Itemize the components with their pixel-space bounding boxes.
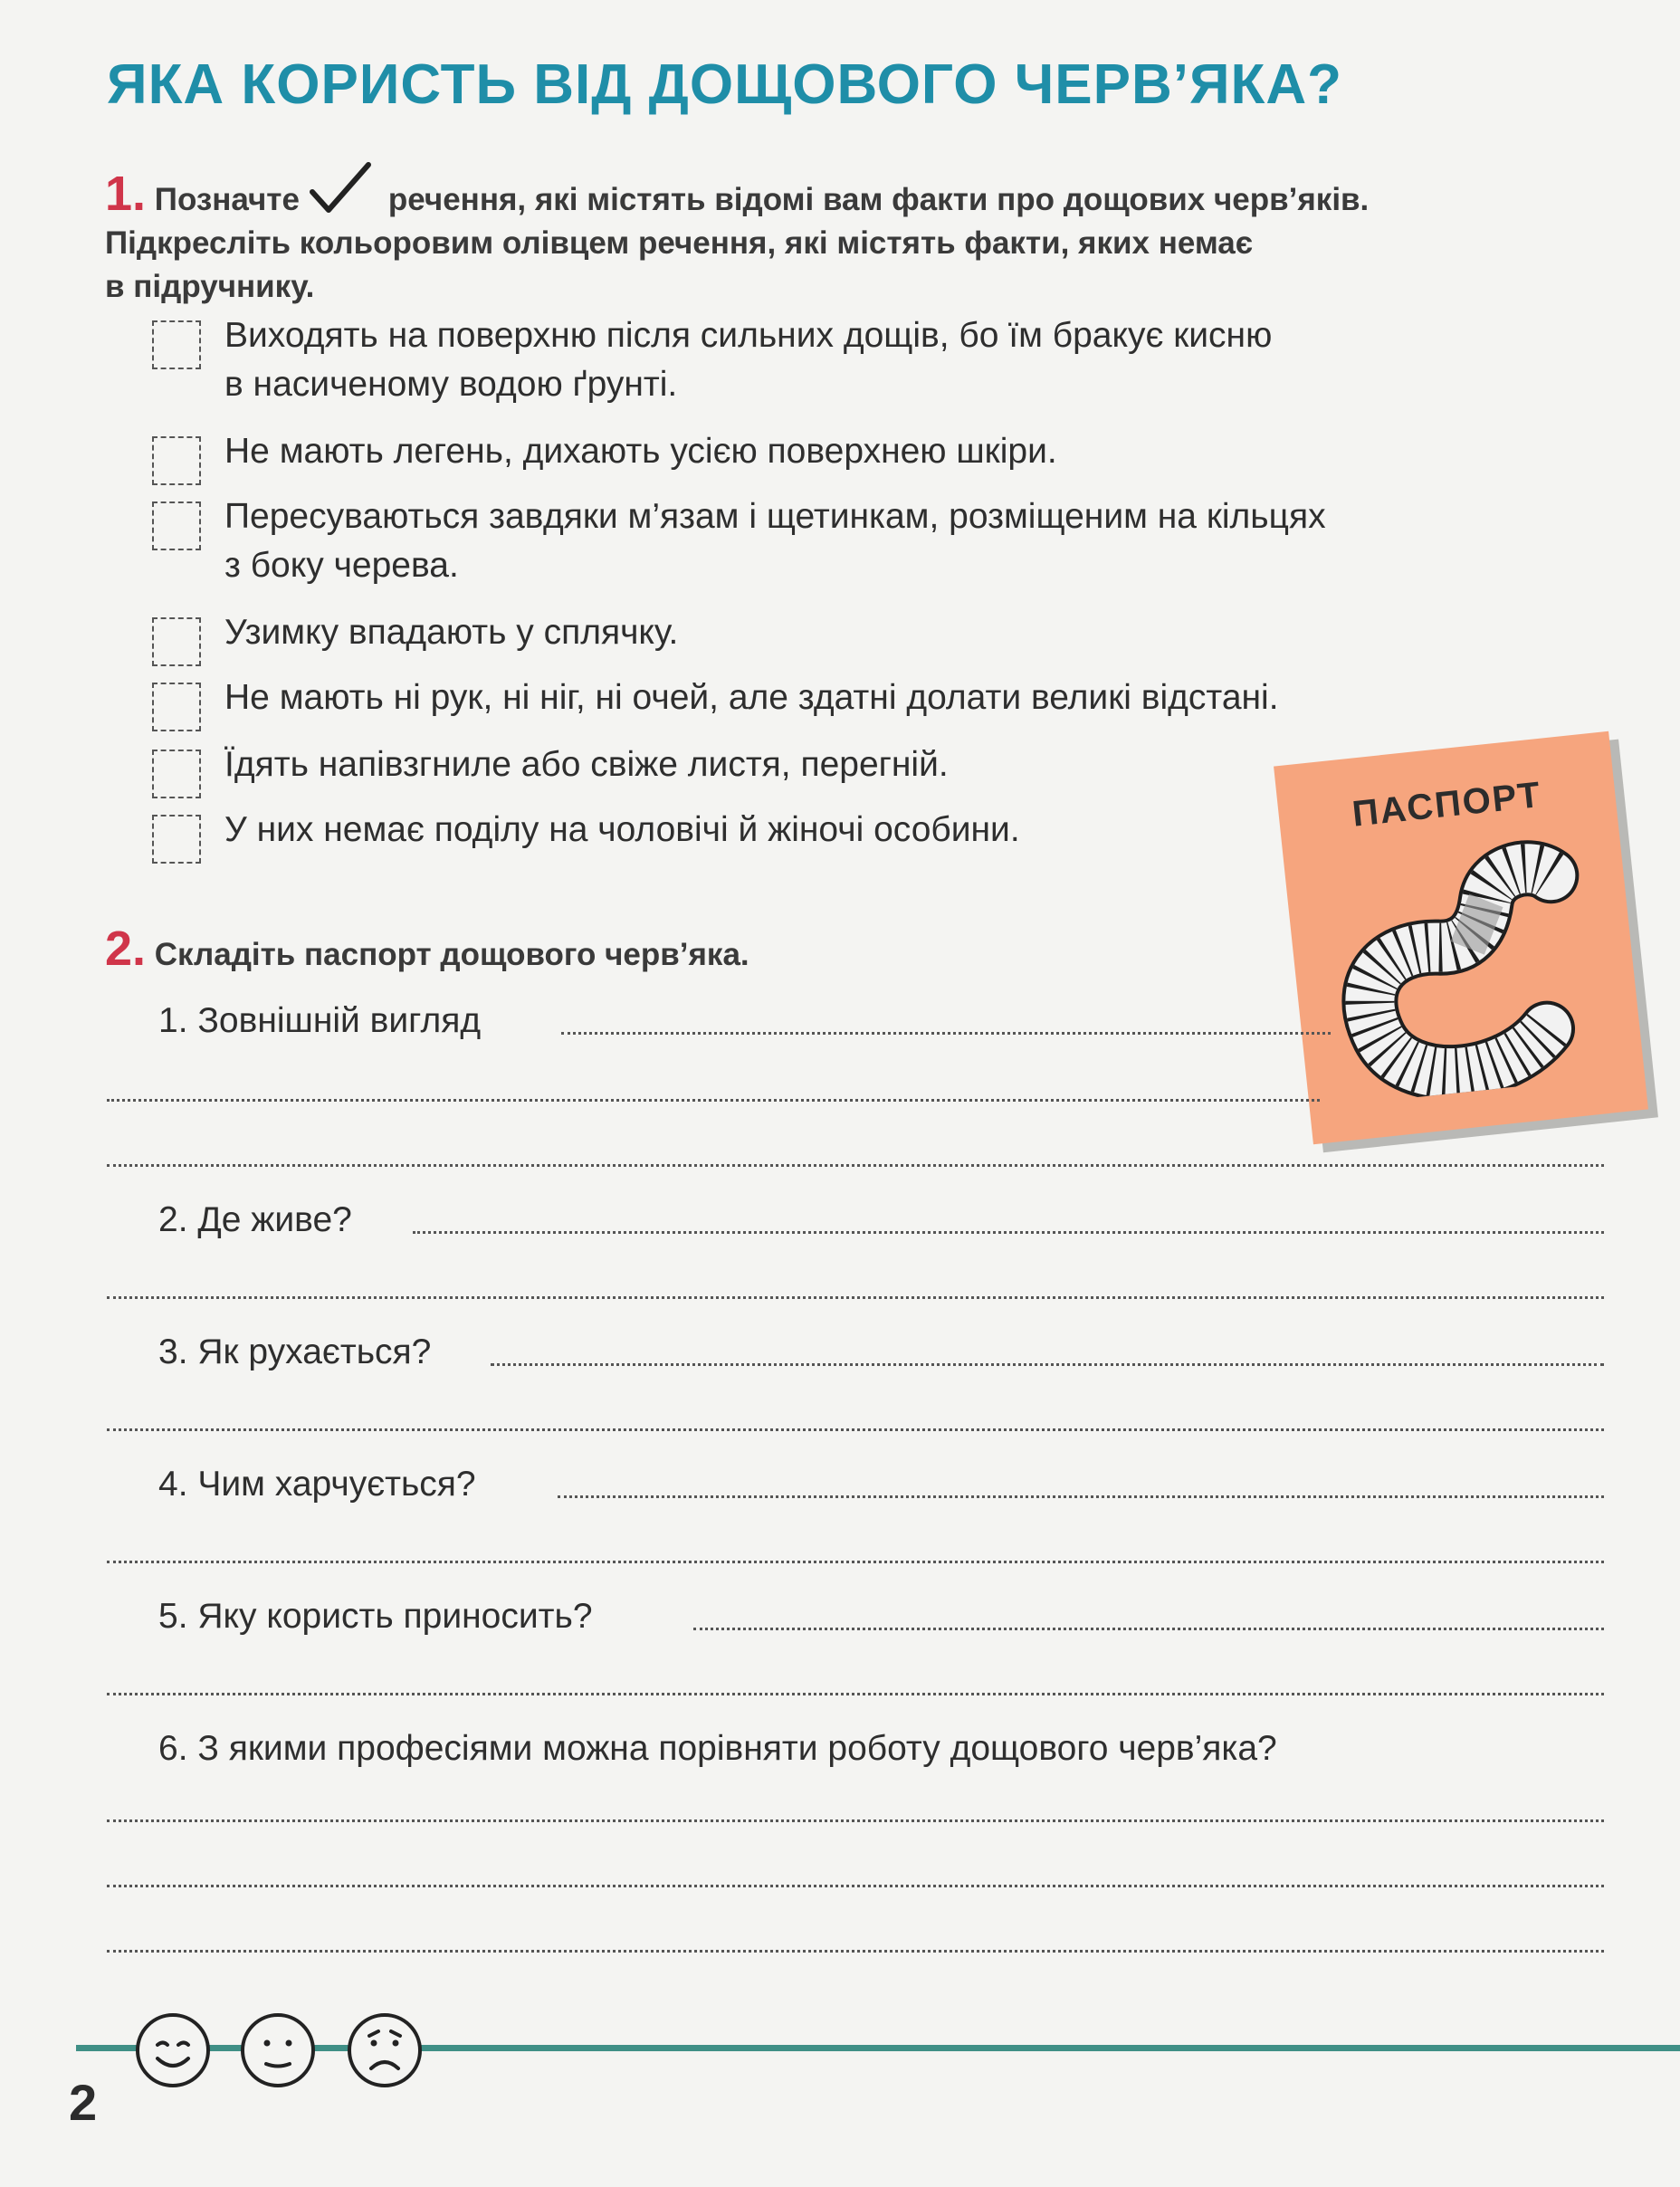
passport-title: ПАСПОРТ — [1350, 774, 1544, 835]
statement-checkbox[interactable] — [152, 436, 201, 485]
answer-line[interactable] — [107, 1819, 1604, 1822]
page-title: ЯКА КОРИСТЬ ВІД ДОЩОВОГО ЧЕРВ’ЯКА? — [107, 53, 1343, 116]
statement-checkbox[interactable] — [152, 750, 201, 798]
statement-item — [152, 673, 1564, 722]
statement-checkbox[interactable] — [152, 617, 201, 666]
statement-item — [152, 608, 1564, 657]
statement-item — [152, 311, 1564, 409]
question-movement: 3. Як рухається? — [158, 1332, 432, 1371]
answer-line[interactable] — [413, 1231, 1604, 1234]
answer-line[interactable] — [107, 1428, 1604, 1431]
sad-face-icon[interactable] — [346, 2011, 424, 2089]
question-benefit: 5. Яку користь приносить? — [158, 1597, 593, 1636]
question-food: 4. Чим харчується? — [158, 1465, 476, 1504]
task-1-instruction-after: речення, які містять відомі вам факти про дощових черв’яків. — [387, 182, 1370, 217]
question-professions: 6. З якими професіями можна порівняти роботу дощового черв’яка? — [158, 1729, 1277, 1768]
answer-line[interactable] — [107, 1296, 1604, 1299]
answer-line[interactable] — [558, 1495, 1604, 1498]
statement-checkbox[interactable] — [152, 815, 201, 864]
statement-text: У них немає поділу на чоловічі й жіночі особини. — [224, 810, 1020, 849]
answer-line[interactable] — [107, 1693, 1604, 1695]
statement-text: Пересуваються завдяки м’язам і щетинкам, розміщеним на кільцях з боку черева. — [224, 497, 1326, 585]
statement-checkbox[interactable] — [152, 501, 201, 550]
answer-line[interactable] — [561, 1032, 1331, 1035]
page-number: 2 — [69, 2074, 98, 2131]
statement-text: Виходять на поверхню після сильних дощів, бо їм бракує кисню в насиченому водою ґрунті. — [224, 316, 1273, 404]
neutral-face-icon[interactable] — [239, 2011, 317, 2089]
task-1-instruction-line3: в підручнику. — [105, 269, 315, 304]
answer-line[interactable] — [107, 1099, 1320, 1102]
task-2-instruction — [105, 922, 1589, 977]
answer-line[interactable] — [107, 1950, 1604, 1953]
answer-line[interactable] — [693, 1628, 1604, 1630]
statement-text: Узимку впадають у сплячку. — [224, 613, 679, 652]
statement-checkbox[interactable] — [152, 320, 201, 369]
checkmark-icon — [309, 161, 372, 215]
task-1-instruction-line2: Підкресліть кольоровим олівцем речення, які містять факти, яких немає — [105, 225, 1254, 261]
statement-item — [152, 427, 1564, 476]
statement-checkbox[interactable] — [152, 683, 201, 731]
happy-face-icon[interactable] — [134, 2011, 212, 2089]
answer-line[interactable] — [107, 1561, 1604, 1563]
task-2-instruction-text: Складіть паспорт дощового черв’яка. — [154, 937, 749, 972]
question-habitat: 2. Де живе? — [158, 1200, 352, 1239]
question-appearance: 1. Зовнішній вигляд — [158, 1001, 482, 1040]
statement-text: Їдять напівзгниле або свіже листя, перегній. — [224, 745, 949, 784]
statement-text: Не мають легень, дихають усією поверхнею шкіри. — [224, 432, 1057, 471]
answer-line[interactable] — [491, 1363, 1604, 1366]
task-1-instruction — [105, 161, 1589, 309]
statement-item — [152, 492, 1564, 590]
answer-line[interactable] — [107, 1885, 1604, 1887]
answer-line[interactable] — [107, 1164, 1604, 1167]
task-2-number: 2. — [105, 922, 147, 976]
statement-text: Не мають ні рук, ні ніг, ні очей, але здатні долати великі відстані. — [224, 678, 1279, 717]
task-1-instruction-before: Позначте — [154, 182, 300, 217]
task-1-number: 1. — [105, 167, 147, 221]
